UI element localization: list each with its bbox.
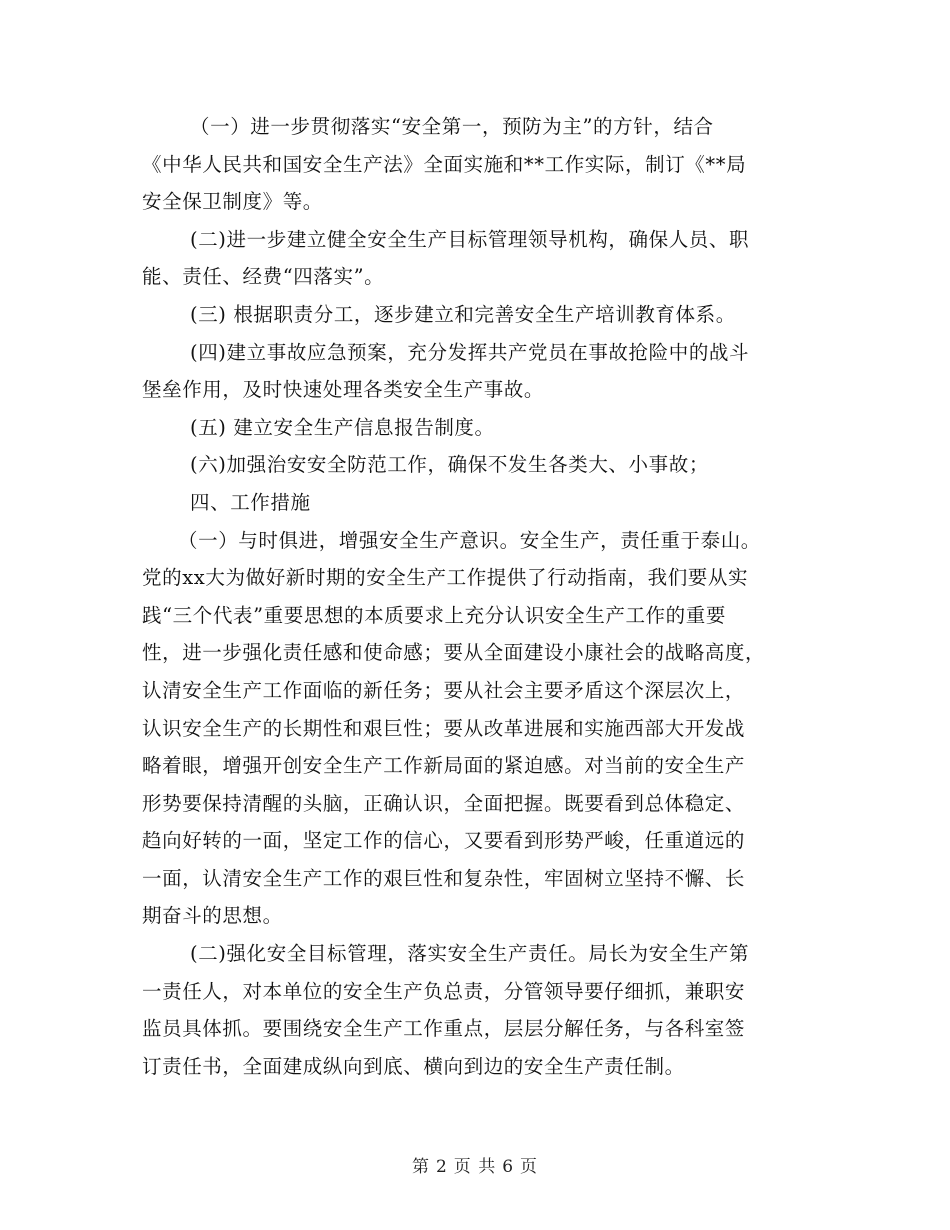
section-heading: 四、工作措施 xyxy=(190,490,311,514)
text-line: 党的xx大为做好新时期的安全生产工作提供了行动指南，我们要从实 xyxy=(142,566,749,590)
text-line: 《中华人民共和国安全生产法》全面实施和**工作实际，制订《**局 xyxy=(142,152,747,176)
text-line: （一）进一步贯彻落实“安全第一，预防为主”的方针，结合 xyxy=(190,115,714,138)
text-line: （一）与时俱进，增强安全生产意识。安全生产，责任重于泰山。 xyxy=(178,528,761,552)
footer-prefix: 第 xyxy=(411,1157,430,1177)
text-line: (六)加强治安安全防范工作，确保不发生各类大、小事故； xyxy=(190,453,709,477)
text-line: 能、责任、经费“四落实”。 xyxy=(142,265,385,289)
text-line: 形势要保持清醒的头脑，正确认识，全面把握。既要看到总体稳定、 xyxy=(142,791,746,815)
text-line: 堡垒作用，及时快速处理各类安全生产事故。 xyxy=(142,378,545,402)
text-line: 期奋斗的思想。 xyxy=(142,904,283,928)
total-page-count: 6 xyxy=(502,1157,515,1177)
text-line: 订责任书，全面建成纵向到底、横向到边的安全生产责任制。 xyxy=(142,1054,685,1078)
text-line: 性，进一步强化责任感和使命感；要从全面建设小康社会的战略高度， xyxy=(142,641,766,665)
text-line: 一面，认清安全生产工作的艰巨性和复杂性，牢固树立坚持不懈、长 xyxy=(142,866,746,890)
text-line: 认识安全生产的长期性和艰巨性；要从改革进展和实施西部大开发战 xyxy=(142,716,746,740)
text-line: (二)强化安全目标管理，落实安全生产责任。局长为安全生产第 xyxy=(190,942,750,966)
footer-middle: 页 共 xyxy=(453,1157,497,1177)
page-footer xyxy=(0,1152,950,1177)
document-body xyxy=(142,108,822,1085)
text-line: 安全保卫制度》等。 xyxy=(142,190,323,214)
current-page-number: 2 xyxy=(435,1157,448,1177)
text-line: (二)进一步建立健全安全生产目标管理领导机构，确保人员、职 xyxy=(190,227,750,251)
text-line: 一责任人，对本单位的安全生产负总责，分管领导要仔细抓，兼职安 xyxy=(142,979,746,1003)
text-line: 认清安全生产工作面临的新任务；要从社会主要矛盾这个深层次上， xyxy=(142,678,746,702)
footer-suffix: 页 xyxy=(520,1157,539,1177)
text-line: (五) 建立安全生产信息报告制度。 xyxy=(190,415,495,439)
text-line: 践“三个代表”重要思想的本质要求上充分认识安全生产工作的重要 xyxy=(142,603,726,627)
text-line: (四)建立事故应急预案，充分发挥共产党员在事故抢险中的战斗 xyxy=(190,340,750,364)
text-line: 趋向好转的一面，坚定工作的信心，又要看到形势严峻，任重道远的 xyxy=(142,829,746,853)
text-line: 监员具体抓。要围绕安全生产工作重点，层层分解任务，与各科室签 xyxy=(142,1017,746,1041)
text-line: 略着眼，增强开创安全生产工作新局面的紧迫感。对当前的安全生产 xyxy=(142,754,746,778)
text-line: (三) 根据职责分工，逐步建立和完善安全生产培训教育体系。 xyxy=(190,302,736,326)
